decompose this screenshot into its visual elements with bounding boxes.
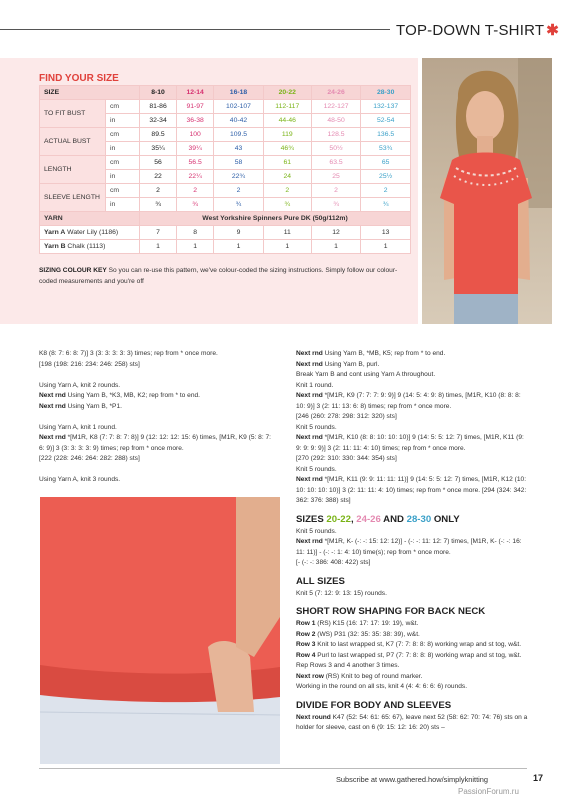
measurement-value: 44-46 — [263, 114, 311, 128]
unit-cell: in — [106, 198, 140, 212]
instruction-line: [270 (292: 310: 330: 344: 354) sts] — [296, 455, 397, 462]
measurement-value: 50½ — [311, 142, 361, 156]
measurement-value: 2 — [214, 184, 264, 198]
instruction-line: Break Yarn B and cont using Yarn A throughout. — [296, 371, 436, 378]
measurement-value: 56 — [140, 156, 177, 170]
size-header-row — [40, 86, 411, 100]
left-column-lines — [39, 349, 275, 486]
detail-photo — [40, 497, 280, 764]
pattern-left-column — [39, 349, 275, 486]
measurement-value: ¾ — [214, 198, 264, 212]
instruction-line: Row 4 Purl to last wrapped st, P7 (7: 7: 8: 8: 8) working wrap and st tog, w&t. — [296, 651, 522, 659]
instruction-line: Row 2 (WS) P31 (32: 35: 35: 38: 39), w&t. — [296, 630, 420, 638]
subscribe-link[interactable]: Subscribe at www.gathered.how/simplyknitting — [336, 775, 488, 784]
measurement-value: ¾ — [361, 198, 411, 212]
instruction-line: Next rnd *[M1R, K8 (7: 7: 8: 7: 8)] 9 (12: 12: 12: 15: 6) times, [M1R, K9 (5: 8: 7: 6: 9)] 3 (3: 3: 3: 3: 9) times; rep from * once more. — [39, 434, 271, 452]
instruction-line: Knit 1 round. — [296, 381, 334, 389]
yarn-quantity: 1 — [263, 240, 311, 254]
measurement-value: 65 — [361, 156, 411, 170]
instruction-line: Next row (RS) Knit to beg of round marker. — [296, 672, 423, 680]
paragraph-gap — [39, 465, 275, 476]
measurement-value: 48-50 — [311, 114, 361, 128]
paragraph-gap — [39, 412, 275, 423]
measurement-value: 22¾ — [214, 170, 264, 184]
instruction-line: Next rnd Using Yarn B, purl. — [296, 360, 380, 368]
paragraph-gap — [39, 370, 275, 381]
instructions-block — [296, 619, 528, 693]
page-title — [396, 21, 559, 39]
measurement-value: 136.5 — [361, 128, 411, 142]
measurement-value: 89.5 — [140, 128, 177, 142]
yarn-name: Yarn A — [44, 229, 66, 236]
measurement-value: 32-34 — [140, 114, 177, 128]
measurement-value: 25½ — [361, 170, 411, 184]
heading-size-b: 24-26 — [356, 513, 381, 525]
size-col: 20-22 — [263, 86, 311, 100]
measurement-value: 46¾ — [263, 142, 311, 156]
measurement-value: 100 — [177, 128, 214, 142]
yarn-quantity: 9 — [214, 226, 264, 240]
measurement-label: LENGTH — [40, 156, 106, 184]
yarn-quantity: 1 — [140, 240, 177, 254]
watermark: PassionForum.ru — [458, 787, 519, 796]
instruction-line: Rep Rows 3 and 4 another 3 times. — [296, 662, 400, 669]
instruction-line: [222 (228: 246: 264: 282: 288) sts] — [39, 455, 140, 462]
yarn-rows — [40, 226, 411, 254]
size-col: 28-30 — [361, 86, 411, 100]
instruction-line: Next rnd *[M1R, K10 (8: 8: 10: 10: 10)] 9 (14: 5: 5: 12: 7) times, [M1R, K11 (9: 9: 9: 9: 9)] 3 (2: 11: 11: 4: 10) times; rep from * once more. — [296, 434, 524, 452]
section-heading-divide: DIVIDE FOR BODY AND SLEEVES — [296, 699, 452, 711]
measurement-value: ¾ — [177, 198, 214, 212]
measurement-value: 2 — [140, 184, 177, 198]
measurement-value: 109.5 — [214, 128, 264, 142]
measurement-value: 56.5 — [177, 156, 214, 170]
measurement-value: ¾ — [311, 198, 361, 212]
measurement-label: SLEEVE LENGTH — [40, 184, 106, 212]
yarn-name: Yarn B — [44, 243, 66, 250]
yarn-shade: Water Lily (1186) — [65, 229, 119, 236]
instruction-line: [246 (260: 278: 298: 312: 320) sts] — [296, 413, 397, 420]
unit-cell: cm — [106, 184, 140, 198]
section-heading-short-rows: SHORT ROW SHAPING FOR BACK NECK — [296, 606, 486, 617]
section-heading-all-sizes: ALL SIZES — [296, 575, 345, 587]
measurement-row — [40, 128, 411, 142]
sizing-key-text: So you can re-use this pattern, we've colour-coded the sizing instructions. Simply follow our colour-coded measurements and you're off — [39, 267, 398, 285]
measurement-row — [40, 156, 411, 170]
section-heading-sizes: SIZES 20-22, 24-26 AND 28-30 ONLY — [296, 513, 460, 525]
pattern-right-column — [296, 349, 528, 734]
page-number: 17 — [533, 773, 544, 783]
instruction-line: Next rnd *[M1R, K9 (7: 7: 7: 9: 9)] 9 (14: 5: 4: 9: 8) times, [M1R, K10 (8: 8: 8: 10: 9)] 3 (2: 11: 13: 6: 8) times; rep from * once more. — [296, 392, 521, 410]
measurement-value: ¾ — [140, 198, 177, 212]
instructions-block — [296, 527, 528, 569]
measurement-value: 2 — [311, 184, 361, 198]
asterisk-icon: ✱ — [546, 22, 559, 39]
measurement-value: 35¼ — [140, 142, 177, 156]
measurement-value: 25 — [311, 170, 361, 184]
measurement-value: 22 — [140, 170, 177, 184]
measurement-value: 122-127 — [311, 100, 361, 114]
yarn-label-cell — [40, 226, 140, 240]
sizing-colour-key — [39, 266, 409, 287]
instruction-line: Next rnd Using Yarn B, *P1. — [39, 402, 122, 410]
measurement-label: TO FIT BUST — [40, 100, 106, 128]
unit-cell: in — [106, 142, 140, 156]
yarn-quantity: 1 — [361, 240, 411, 254]
sizing-key-title: SIZING COLOUR KEY — [39, 267, 107, 274]
instruction-line: Next rnd *[M1R, K- (-: -: 15: 12: 12)] - (-: -: 11: 12: 7) times, [M1R, K- (-: -: 16: 11: 11)] - (-: -: 1: 4: 10) time(s); rep from * once more. — [296, 538, 522, 556]
yarn-quantity: 11 — [263, 226, 311, 240]
yarn-shade: Chalk (1113) — [65, 243, 106, 250]
size-col: 8-10 — [140, 86, 177, 100]
measurement-value: 2 — [263, 184, 311, 198]
measurement-value: 22¼ — [177, 170, 214, 184]
instruction-line: Knit 5 (7: 12: 9: 13: 15) rounds. — [296, 589, 387, 597]
instructions-block — [296, 349, 528, 507]
instruction-line: Knit 5 rounds. — [296, 527, 337, 535]
yarn-quantity: 1 — [311, 240, 361, 254]
yarn-quantity: 1 — [177, 240, 214, 254]
measurement-value: 61 — [263, 156, 311, 170]
instruction-line: Using Yarn A, knit 1 round. — [39, 423, 117, 431]
measure-rows — [40, 100, 411, 212]
detail-photo-illustration — [40, 497, 280, 764]
yarn-name: West Yorkshire Spinners Pure DK (50g/112m) — [140, 212, 411, 226]
size-col: 12-14 — [177, 86, 214, 100]
measurement-value: 128.5 — [311, 128, 361, 142]
measurement-value: 52-54 — [361, 114, 411, 128]
instruction-line: Knit 5 rounds. — [296, 423, 337, 431]
yarn-quantity: 7 — [140, 226, 177, 240]
page-title-text: TOP-DOWN T-SHIRT — [396, 22, 545, 39]
instructions-block — [296, 589, 528, 600]
size-label: SIZE — [40, 86, 140, 100]
unit-cell: cm — [106, 100, 140, 114]
measurement-row — [40, 100, 411, 114]
instruction-line: Working in the round on all sts, knit 4 (4: 4: 6: 6: 6) rounds. — [296, 683, 468, 690]
instruction-line: Using Yarn A, knit 2 rounds. — [39, 381, 121, 389]
measurement-value: 36-38 — [177, 114, 214, 128]
size-col: 24-26 — [311, 86, 361, 100]
unit-cell: cm — [106, 128, 140, 142]
yarn-quantity: 13 — [361, 226, 411, 240]
instruction-line: Using Yarn A, knit 3 rounds. — [39, 476, 121, 483]
unit-cell: in — [106, 114, 140, 128]
measurement-value: 132-137 — [361, 100, 411, 114]
footer-rule — [39, 768, 527, 769]
heading-only-word: ONLY — [433, 513, 460, 525]
yarn-row — [40, 240, 411, 254]
heading-sizes-word: SIZES — [296, 513, 324, 525]
unit-cell: in — [106, 170, 140, 184]
measurement-row — [40, 184, 411, 198]
instruction-line: Row 3 Knit to last wrapped st, K7 (7: 7: 8: 8: 8) working wrap and st tog, w&t. — [296, 641, 522, 648]
measurement-value: 112-117 — [263, 100, 311, 114]
measurement-value: 40-42 — [214, 114, 264, 128]
measurement-value: ¾ — [263, 198, 311, 212]
yarn-quantity: 8 — [177, 226, 214, 240]
measurement-value: 2 — [177, 184, 214, 198]
measurement-value: 24 — [263, 170, 311, 184]
model-photo — [422, 58, 552, 324]
size-table — [39, 85, 411, 254]
instruction-line: [198 (198: 216: 234: 246: 258) sts] — [39, 360, 140, 368]
yarn-label-cell — [40, 240, 140, 254]
measurement-value: 91-97 — [177, 100, 214, 114]
instruction-line: Row 1 (RS) K15 (16: 17: 17: 19: 19), w&t. — [296, 620, 419, 627]
yarn-label: YARN — [40, 212, 140, 226]
model-photo-illustration — [422, 58, 552, 324]
size-col: 16-18 — [214, 86, 264, 100]
size-heading: FIND YOUR SIZE — [39, 73, 119, 84]
measurement-value: 102-107 — [214, 100, 264, 114]
measurement-value: 53¾ — [361, 142, 411, 156]
instruction-line: Knit 5 rounds. — [296, 465, 337, 473]
measurement-value: 81-86 — [140, 100, 177, 114]
instruction-line: Next round K47 (52: 54: 61: 65: 67), leave next 52 (58: 62: 70: 74: 76) sts on a holder for sleeve, cast on 6 (9: 15: 12: 16: 20) sts – — [296, 713, 528, 731]
heading-size-a: 20-22 — [326, 513, 351, 525]
instruction-line: Next rnd Using Yarn B, *K3, MB, K2; rep from * to end. — [39, 392, 201, 399]
measurement-value: 63.5 — [311, 156, 361, 170]
unit-cell: cm — [106, 156, 140, 170]
heading-size-c: 28-30 — [406, 513, 432, 525]
yarn-quantity: 1 — [214, 240, 264, 254]
instruction-line: K8 (8: 7: 6: 8: 7)] 3 (3: 3: 3: 3: 3) times; rep from * once more. — [39, 350, 218, 357]
yarn-row — [40, 226, 411, 240]
measurement-value: 58 — [214, 156, 264, 170]
measurement-label: ACTUAL BUST — [40, 128, 106, 156]
heading-and-word: AND — [383, 513, 404, 525]
yarn-quantity: 12 — [311, 226, 361, 240]
instruction-line: [- (-: -: 386: 408: 422) sts] — [296, 559, 371, 566]
header-rule — [0, 29, 390, 30]
instruction-line: Next rnd *[M1R, K11 (9: 9: 11: 11: 11)] 9 (14: 5: 5: 12: 7) times, [M1R, K12 (10: 10: 10: 10: 10)] 3 (2: 11: 11: 4: 10) times; rep from * once more. [294 (324: 342: 362: 376: 388) sts] — [296, 476, 527, 504]
instruction-line: Next rnd Using Yarn B, *MB, K5; rep from * to end. — [296, 350, 446, 357]
measurement-value: 39¼ — [177, 142, 214, 156]
instructions-block — [296, 713, 528, 734]
measurement-value: 43 — [214, 142, 264, 156]
measurement-value: 2 — [361, 184, 411, 198]
yarn-header-row — [40, 212, 411, 226]
measurement-value: 119 — [263, 128, 311, 142]
